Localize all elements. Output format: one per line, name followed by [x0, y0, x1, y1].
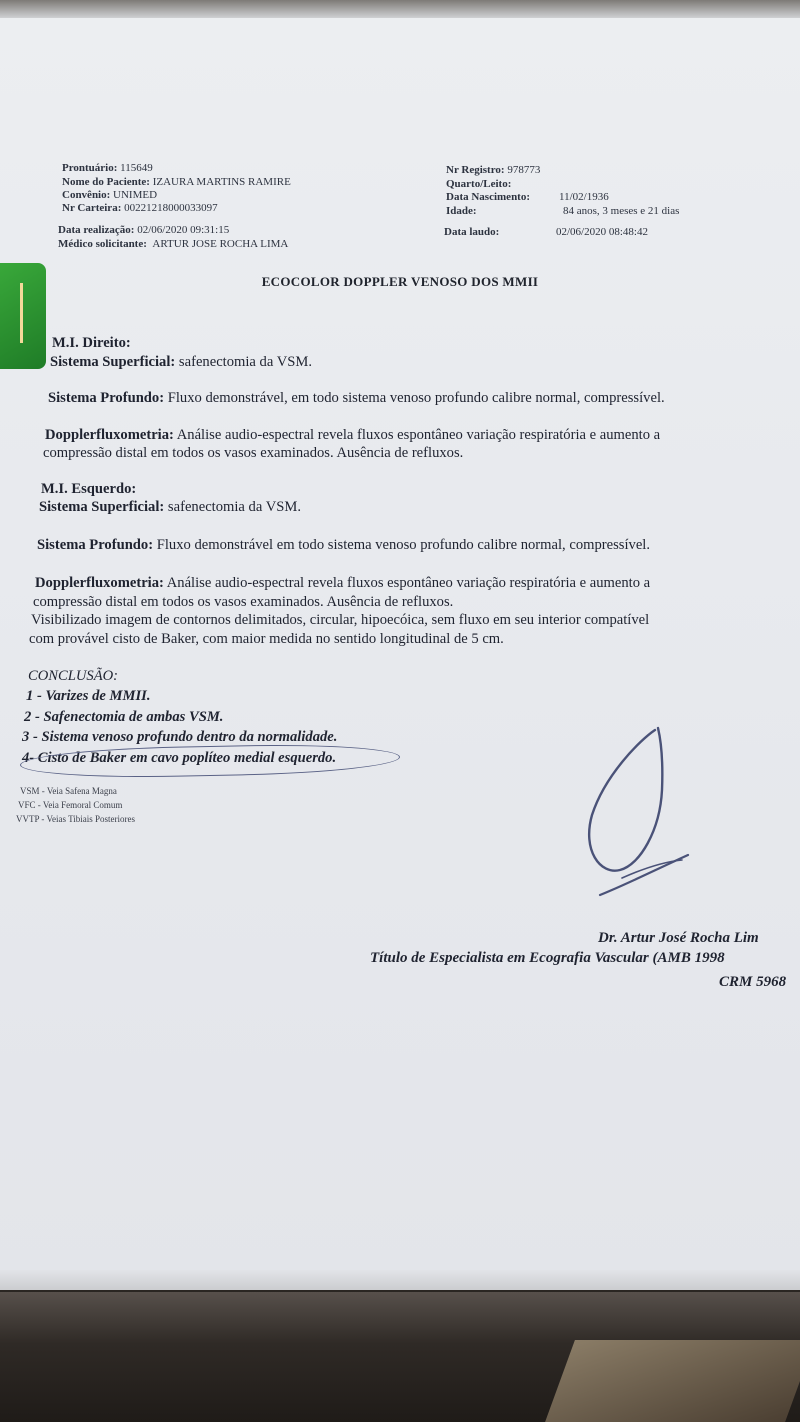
direito-doppler-line2: compressão distal em todos os vasos examinados. Ausência de refluxos.	[43, 445, 464, 461]
direito-profundo: Sistema Profundo: Fluxo demonstrável, em todo sistema venoso profundo calibre normal, compressível.	[48, 390, 665, 406]
convenio-row: Convênio: UNIMED	[62, 189, 158, 201]
nascimento-row: Data Nascimento:	[446, 191, 531, 203]
direito-doppler-line1: Dopplerfluxometria: Análise audio-espectral revela fluxos espontâneo variação respiratória e aumento a	[45, 427, 661, 443]
prontuario-row: Prontuário: 115649	[62, 162, 153, 174]
carteira-row: Nr Carteira: 00221218000033097	[62, 202, 218, 214]
realizacao-row: Data realização: 02/06/2020 09:31:15	[58, 224, 230, 236]
esquerdo-doppler-line2: compressão distal em todos os vasos examinados. Ausência de refluxos.	[33, 594, 454, 610]
esquerdo-profundo: Sistema Profundo: Fluxo demonstrável em todo sistema venoso profundo calibre normal, compressível.	[37, 537, 650, 553]
esquerdo-extra-line1: Visibilizado imagem de contornos delimitados, circular, hipoecóica, sem fluxo em seu interior compatível	[31, 612, 650, 628]
signature-crm: CRM 5968	[719, 974, 787, 990]
page-top-shadow	[0, 0, 800, 18]
abbr-vfc: VFC - Veia Femoral Comum	[18, 800, 123, 810]
nascimento-value: 11/02/1936	[559, 191, 609, 203]
page-bottom-edge	[0, 1270, 800, 1290]
abbr-vvtp: VVTP - Veias Tibiais Posteriores	[16, 814, 136, 824]
medico-row: Médico solicitante: ARTUR JOSE ROCHA LIMA	[58, 238, 289, 250]
esquerdo-doppler-line1: Dopplerfluxometria: Análise audio-espectral revela fluxos espontâneo variação respiratória e aumento a	[35, 575, 651, 591]
esquerdo-superficial: Sistema Superficial: safenectomia da VSM.	[39, 499, 301, 515]
signature-title: Título de Especialista em Ecografia Vascular (AMB 1998	[370, 950, 725, 966]
laudo-value: 02/06/2020 08:48:42	[556, 226, 648, 238]
idade-row: Idade:	[446, 205, 477, 217]
handwritten-signature	[570, 720, 710, 910]
conclusao-item-2: 2 - Safenectomia de ambas VSM.	[24, 709, 224, 725]
idade-value: 84 anos, 3 meses e 21 dias	[563, 205, 680, 217]
conclusao-item-4: 4- Cisto de Baker em cavo poplíteo medial esquerdo.	[22, 750, 337, 766]
tab-stripe	[20, 283, 23, 343]
report-title: ECOCOLOR DOPPLER VENOSO DOS MMII	[261, 274, 539, 289]
direito-superficial: Sistema Superficial: safenectomia da VSM.	[50, 354, 312, 370]
esquerdo-extra-line2: com provável cisto de Baker, com maior medida no sentido longitudinal de 5 cm.	[29, 631, 504, 647]
signature-name: Dr. Artur José Rocha Lim	[598, 930, 759, 946]
direito-heading: M.I. Direito:	[52, 335, 131, 351]
abbr-vsm: VSM - Veia Safena Magna	[20, 786, 117, 796]
conclusao-heading: CONCLUSÃO:	[28, 668, 119, 684]
quarto-row: Quarto/Leito:	[446, 178, 512, 190]
handwritten-circle-mark	[20, 742, 401, 780]
registro-row: Nr Registro: 978773	[446, 164, 541, 176]
laudo-row: Data laudo:	[444, 226, 500, 238]
conclusao-item-1: 1 - Varizes de MMII.	[26, 688, 151, 704]
esquerdo-heading: M.I. Esquerdo:	[41, 481, 137, 497]
conclusao-item-3: 3 - Sistema venoso profundo dentro da normalidade.	[22, 729, 338, 745]
background-object	[545, 1340, 800, 1422]
patient-name-row: Nome do Paciente: IZAURA MARTINS RAMIRE	[62, 176, 291, 188]
